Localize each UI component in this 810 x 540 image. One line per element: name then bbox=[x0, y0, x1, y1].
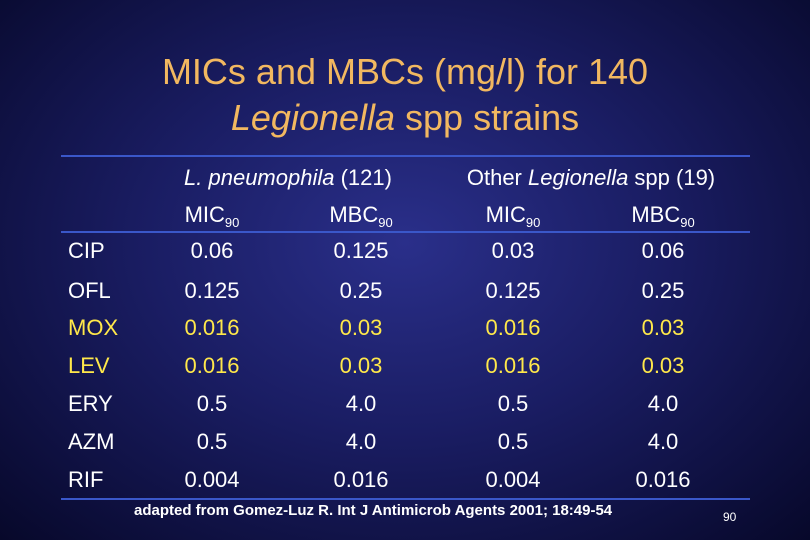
bottom-rule bbox=[61, 498, 750, 500]
title-genus: Legionella bbox=[230, 97, 396, 138]
header-rule bbox=[61, 231, 750, 233]
column-header-subscript: 90 bbox=[378, 215, 393, 230]
table-cell: 0.06 bbox=[641, 238, 685, 263]
column-header-main: MBC bbox=[631, 202, 681, 227]
page-number: 90 bbox=[723, 510, 737, 524]
group-2-rest: spp (19) bbox=[628, 165, 716, 190]
table-cell: 0.5 bbox=[196, 429, 228, 454]
row-label: AZM bbox=[68, 429, 115, 454]
group-1-rest: (121) bbox=[334, 165, 392, 190]
title-rest: spp strains bbox=[395, 97, 580, 138]
column-header-subscript: 90 bbox=[224, 215, 240, 230]
group-header-l-pneumophila bbox=[184, 165, 392, 191]
table-cell: 0.5 bbox=[497, 391, 529, 416]
row-label: OFL bbox=[68, 278, 111, 303]
top-rule bbox=[61, 155, 750, 157]
table-cell: 0.03 bbox=[339, 315, 383, 340]
table-cell: 0.125 bbox=[184, 278, 240, 303]
group-2-prefix: Other bbox=[466, 165, 528, 190]
table-cell: 0.03 bbox=[339, 353, 383, 378]
citation: adapted from Gomez-Luz R. Int J Antimicrob Agents 2001; 18:49-54 bbox=[134, 502, 613, 519]
table-cell: 0.06 bbox=[190, 238, 234, 263]
table-cell: 0.004 bbox=[485, 467, 541, 492]
group-2-italic: Legionella bbox=[528, 165, 629, 190]
table-cell: 0.016 bbox=[485, 315, 541, 340]
row-label: RIF bbox=[68, 467, 104, 492]
table-cell: 0.125 bbox=[485, 278, 541, 303]
column-header-subscript: 90 bbox=[680, 215, 695, 230]
table-cell: 0.25 bbox=[339, 278, 383, 303]
table-cell: 4.0 bbox=[647, 391, 679, 416]
row-label: CIP bbox=[68, 238, 105, 263]
table-cell: 0.125 bbox=[333, 238, 389, 263]
column-header-subscript: 90 bbox=[525, 215, 541, 230]
table-cell: 0.016 bbox=[184, 353, 240, 378]
table-cell: 0.004 bbox=[184, 467, 240, 492]
column-header-main: MIC bbox=[184, 202, 225, 227]
table-cell: 4.0 bbox=[345, 391, 377, 416]
table-cell: 0.016 bbox=[184, 315, 240, 340]
table-cell: 0.016 bbox=[333, 467, 389, 492]
table-cell: 4.0 bbox=[345, 429, 377, 454]
table-cell: 0.016 bbox=[485, 353, 541, 378]
title-line-2 bbox=[0, 96, 810, 140]
table-cell: 0.5 bbox=[196, 391, 228, 416]
table-cell: 4.0 bbox=[647, 429, 679, 454]
table-cell: 0.03 bbox=[641, 315, 685, 340]
table-cell: 0.03 bbox=[491, 238, 535, 263]
table-cell: 0.5 bbox=[497, 429, 529, 454]
column-header-main: MBC bbox=[329, 202, 379, 227]
table-cell: 0.016 bbox=[635, 467, 691, 492]
group-1-italic: L. pneumophila bbox=[184, 165, 335, 190]
table-cell: 0.03 bbox=[641, 353, 685, 378]
row-label: ERY bbox=[68, 391, 113, 416]
table-cell: 0.25 bbox=[641, 278, 685, 303]
group-header-other-legionella bbox=[467, 165, 715, 191]
row-label: MOX bbox=[68, 315, 119, 340]
title-line-1: MICs and MBCs (mg/l) for 140 bbox=[161, 51, 649, 92]
row-label: LEV bbox=[68, 353, 110, 378]
column-header-main: MIC bbox=[485, 202, 526, 227]
